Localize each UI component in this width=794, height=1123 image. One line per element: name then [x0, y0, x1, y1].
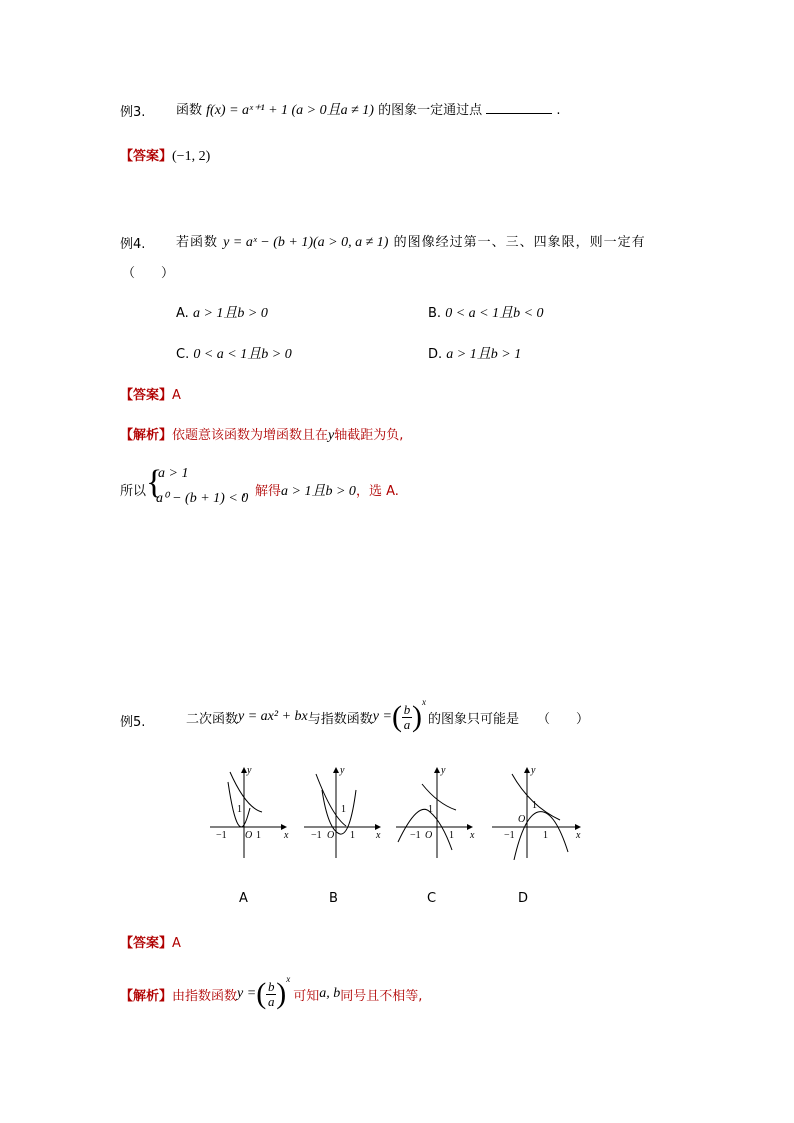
ex4-answer-value: A: [172, 388, 181, 403]
ex4-comma: ，: [242, 484, 256, 499]
x-label: x: [576, 830, 581, 841]
ex5-analysis-end: 同号且不相等,: [340, 988, 423, 1004]
tick-1-x: 1: [256, 830, 261, 841]
option-letter: A.: [176, 306, 189, 321]
y-label: y: [340, 765, 345, 776]
ex5-analysis-left-paren: (: [256, 977, 267, 1010]
option-text: a > 1且b > 0: [192, 306, 268, 321]
ex4-solve-math: a > 1且b > 0: [281, 484, 356, 499]
y-label: y: [441, 765, 446, 776]
ex4-formula: y = aˣ − (b + 1)(a > 0, a ≠ 1): [223, 235, 389, 250]
ex5-analysis-math: a, b: [319, 986, 341, 1001]
ex5-text-prefix: 二次函数: [186, 711, 239, 727]
ex4-option-d: [428, 343, 521, 363]
ex5-answer-value: A: [172, 936, 181, 951]
ex5-fraction: [402, 703, 412, 732]
ex3-answer-tag: 【答案】: [120, 149, 173, 164]
exponential-curve: [316, 774, 346, 826]
ex3-answer-value: (−1, 2): [172, 149, 211, 164]
graph-c: [396, 765, 475, 858]
ex4-choose: ，选 A.: [355, 484, 399, 499]
option-text: a > 1且b > 1: [446, 347, 522, 362]
ex5-text-suffix: 的图象只可能是: [427, 711, 519, 727]
ex4-answer: [120, 384, 181, 403]
ex4-option-a: [176, 302, 268, 322]
ex3-text-prefix: 函数: [176, 103, 203, 118]
exponential-curve: [230, 772, 262, 812]
frac-denominator: a: [403, 716, 411, 732]
tick-1-x: 1: [449, 830, 454, 841]
ex5-analysis-fraction: [266, 980, 276, 1009]
origin-label: O: [327, 830, 335, 841]
ex5-analysis-suffix: 可知: [293, 988, 320, 1004]
ex5-formula1: y = ax² + bx: [238, 709, 308, 724]
ex3-text-suffix: 的图象一定通过点: [378, 103, 483, 118]
ex3-formula: f(x) = aˣ⁺¹ + 1 (a > 0且a ≠ 1): [206, 103, 374, 118]
graph-label-d: D: [518, 891, 529, 906]
graph-d: [492, 765, 581, 860]
frac-denominator: a: [267, 993, 275, 1009]
ex3-answer: [120, 145, 210, 165]
ex5-answer-tag: 【答案】: [120, 936, 173, 951]
ex5-analysis-exponent: x: [286, 974, 291, 984]
ex4-answer-tag: 【答案】: [120, 388, 173, 403]
option-text: 0 < a < 1且b > 0: [193, 347, 292, 362]
option-letter: C.: [176, 347, 190, 362]
ex3-question: [176, 99, 561, 119]
ex5-graphs: [200, 760, 600, 860]
origin-label: O: [245, 830, 253, 841]
ex4-paren: （ ）: [122, 266, 175, 281]
option-letter: B.: [428, 306, 442, 321]
graph-a: [210, 765, 289, 858]
frac-numerator: b: [403, 701, 411, 717]
ex5-paren: （ ）: [536, 711, 589, 727]
ex5-label: 例5.: [120, 715, 146, 730]
ex4-text-suffix: 的图像经过第一、三、四象限，则一定有: [393, 235, 646, 250]
frac-numerator: b: [267, 978, 275, 994]
option-text: 0 < a < 1且b < 0: [445, 306, 544, 321]
graph-label-b: B: [329, 891, 338, 906]
tick-neg1: −1: [311, 830, 322, 841]
ex5-right-paren: ): [411, 700, 422, 733]
x-label: x: [284, 830, 289, 841]
ex4-label: 例4.: [120, 237, 146, 252]
x-label: x: [376, 830, 381, 841]
ex4-so: 所以: [120, 484, 147, 499]
ex5-analysis-lhs: y =: [237, 986, 257, 1001]
ex3-end: .: [556, 103, 561, 118]
ex5-answer: [120, 932, 181, 951]
ex4-option-b: [428, 302, 544, 322]
x-label: x: [470, 830, 475, 841]
y-label: y: [531, 765, 536, 776]
origin-label: O: [518, 814, 526, 825]
ex5-analysis-tag: 【解析】: [120, 988, 173, 1004]
y-label: y: [247, 765, 252, 776]
tick-1-x: 1: [543, 830, 548, 841]
ex5-left-paren: (: [391, 700, 402, 733]
ex4-analysis: [120, 424, 403, 444]
ex4-solution: [242, 480, 399, 500]
ex4-question: [176, 231, 646, 251]
tick-neg1: −1: [504, 830, 515, 841]
ex4-system-line2: a⁰ − (b + 1) < 0: [156, 491, 249, 506]
option-letter: D.: [428, 347, 443, 362]
ex3-label: 例3.: [120, 105, 146, 120]
tick-1-y: 1: [428, 804, 433, 815]
origin-label: O: [425, 830, 433, 841]
ex4-system-line1: a > 1: [158, 466, 189, 481]
tick-neg1: −1: [216, 830, 227, 841]
ex4-analysis-tag: 【解析】: [120, 428, 173, 443]
ex3-answer-blank: [486, 101, 552, 114]
ex5-analysis-prefix: 由指数函数: [172, 988, 238, 1004]
graph-label-c: C: [427, 891, 437, 906]
ex5-formula2-lhs: y =: [372, 709, 392, 724]
graph-b: [304, 765, 381, 858]
ex4-solve: 解得: [255, 484, 282, 499]
ex5-analysis: [120, 972, 422, 1016]
ex4-analysis-text-end: 轴截距为负,: [334, 428, 404, 443]
ex4-text-prefix: 若函数: [176, 235, 219, 250]
ex4-analysis-text: 依题意该函数为增函数且在: [172, 428, 329, 443]
ex5-exponent: x: [421, 697, 426, 707]
tick-1-y: 1: [532, 800, 537, 811]
graph-label-a: A: [239, 891, 248, 906]
ex4-option-c: [176, 343, 292, 363]
tick-1-x: 1: [350, 830, 355, 841]
ex4-brace: {: [146, 464, 163, 501]
tick-1-y: 1: [341, 804, 346, 815]
ex5-mid: 与指数函数: [307, 711, 373, 727]
ex5-question: [186, 695, 589, 739]
ex5-analysis-right-paren: ): [276, 977, 287, 1010]
tick-1-y: 1: [237, 804, 242, 815]
tick-neg1: −1: [410, 830, 421, 841]
ex4-analysis-var: y: [328, 428, 335, 443]
